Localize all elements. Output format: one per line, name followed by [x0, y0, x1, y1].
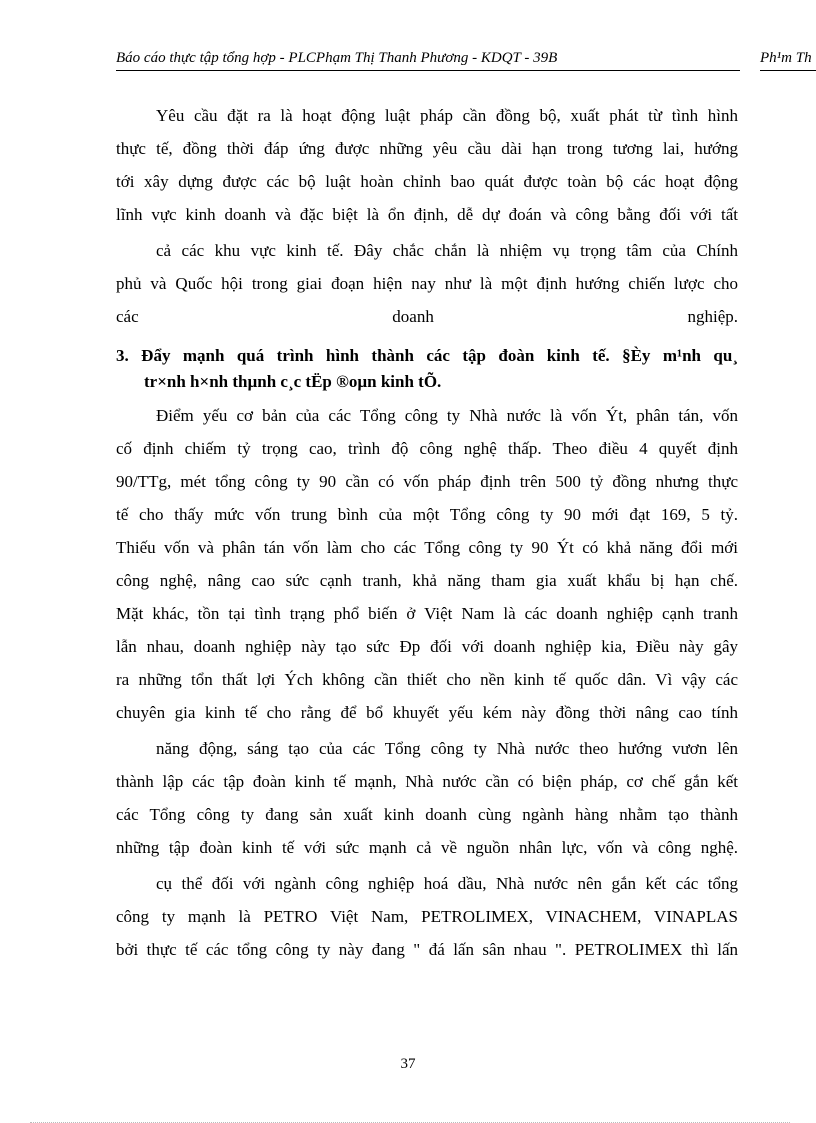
text-line: ra những tổn thất lợi Ých không cần thiết cho nền kinh tế quốc dân. Vì vậy các: [116, 670, 738, 689]
paragraph-2: [116, 234, 738, 333]
text-line: cả các khu vực kinh tế. Đây chắc chắn là nhiệm vụ trọng tâm của Chính: [156, 241, 738, 260]
paragraph-3: [116, 399, 738, 729]
text-line: tế cho thấy mức vốn trung bình của một Tổng công ty 90 mới đạt 169, 5 tỷ.: [116, 505, 738, 524]
text-line: năng động, sáng tạo của các Tổng công ty Nhà nước theo hướng vươn lên: [156, 739, 738, 758]
text-line: Thiếu vốn và phân tán vốn làm cho các Tổng công ty 90 Ýt có khả năng đổi mới: [116, 538, 738, 557]
section-heading: [116, 343, 738, 395]
text-line: lĩnh vực kinh doanh và đặc biệt là ổn định, dễ dự đoán và công bằng đối với tất: [116, 205, 738, 224]
header-title: Báo cáo thực tập tổng hợp - PLCPhạm Thị Thanh Phương - KDQT - 39B: [116, 50, 558, 66]
text-line: lẫn nhau, doanh nghiệp này tạo sức Ðp đối với doanh nghiệp kia, Điều này gây: [116, 637, 738, 656]
text-line: cố định chiếm tỷ trọng cao, trình độ công nghệ thấp. Theo điều 4 quyết định: [116, 439, 738, 458]
header-author-truncated: Ph¹m Th: [760, 50, 812, 66]
text-line: chuyên gia kinh tế cho rằng để bổ khuyết yếu kém này đồng thời nâng cao tính: [116, 703, 738, 722]
heading-line: tr×nh h×nh thµnh c¸c tËp ®oµn kinh tÕ.: [144, 372, 442, 391]
text-line: 90/TTg, mét tổng công ty 90 cần có vốn pháp định trên 500 tỷ đồng nhưng thực: [116, 472, 738, 491]
text-line: công ty mạnh là PETRO Việt Nam, PETROLIMEX, VINACHEM, VINAPLAS: [116, 907, 738, 926]
paragraph-5: [116, 867, 738, 966]
paragraph-4: [116, 732, 738, 864]
text-line: những tập đoàn kinh tế với sức mạnh cả về nguồn nhân lực, vốn và công nghệ.: [116, 838, 738, 857]
page-body: [116, 99, 738, 966]
text-line: thành lập các tập đoàn kinh tế mạnh, Nhà nước cần có biện pháp, cơ chế gắn kết: [116, 772, 738, 791]
header-rule-right: [760, 70, 816, 71]
text-line: cụ thể đối với ngành công nghiệp hoá dầu, Nhà nước nên gắn kết các tổng: [156, 874, 738, 893]
page-number: 37: [400, 1056, 416, 1072]
heading-line: 3. Đẩy mạnh quá trình hình thành các tập đoàn kinh tế. §Èy m¹nh qu¸: [116, 346, 738, 365]
text-line: thực tế, đồng thời đáp ứng được những yêu cầu dài hạn trong tương lai, hướng: [116, 139, 738, 158]
text-line: tới xây dựng được các bộ luật hoàn chỉnh bao quát được toàn bộ các hoạt động: [116, 172, 738, 191]
paragraph-1: [116, 99, 738, 231]
text-line: Mặt khác, tồn tại tình trạng phổ biến ở Việt Nam là các doanh nghiệp cạnh tranh: [116, 604, 738, 623]
text-line: phủ và Quốc hội trong giai đoạn hiện nay như là một định hướng chiến lược cho: [116, 274, 738, 293]
text-line: các doanh nghiệp.: [116, 307, 738, 326]
header-rule: [116, 70, 740, 71]
running-header: [116, 50, 816, 72]
text-line: Yêu cầu đặt ra là hoạt động luật pháp cần đồng bộ, xuất phát từ tình hình: [156, 106, 738, 125]
text-line: bởi thực tế các tổng công ty này đang " đá lấn sân nhau ". PETROLIMEX thì lấn: [116, 940, 738, 959]
text-line: Điểm yếu cơ bản của các Tổng công ty Nhà nước là vốn Ýt, phân tán, vốn: [156, 406, 738, 425]
text-line: công nghệ, nâng cao sức cạnh tranh, khả năng tham gia xuất khẩu bị hạn chế.: [116, 571, 738, 590]
text-line: các Tổng công ty đang sản xuất kinh doanh cùng ngành hàng nhằm tạo thành: [116, 805, 738, 824]
